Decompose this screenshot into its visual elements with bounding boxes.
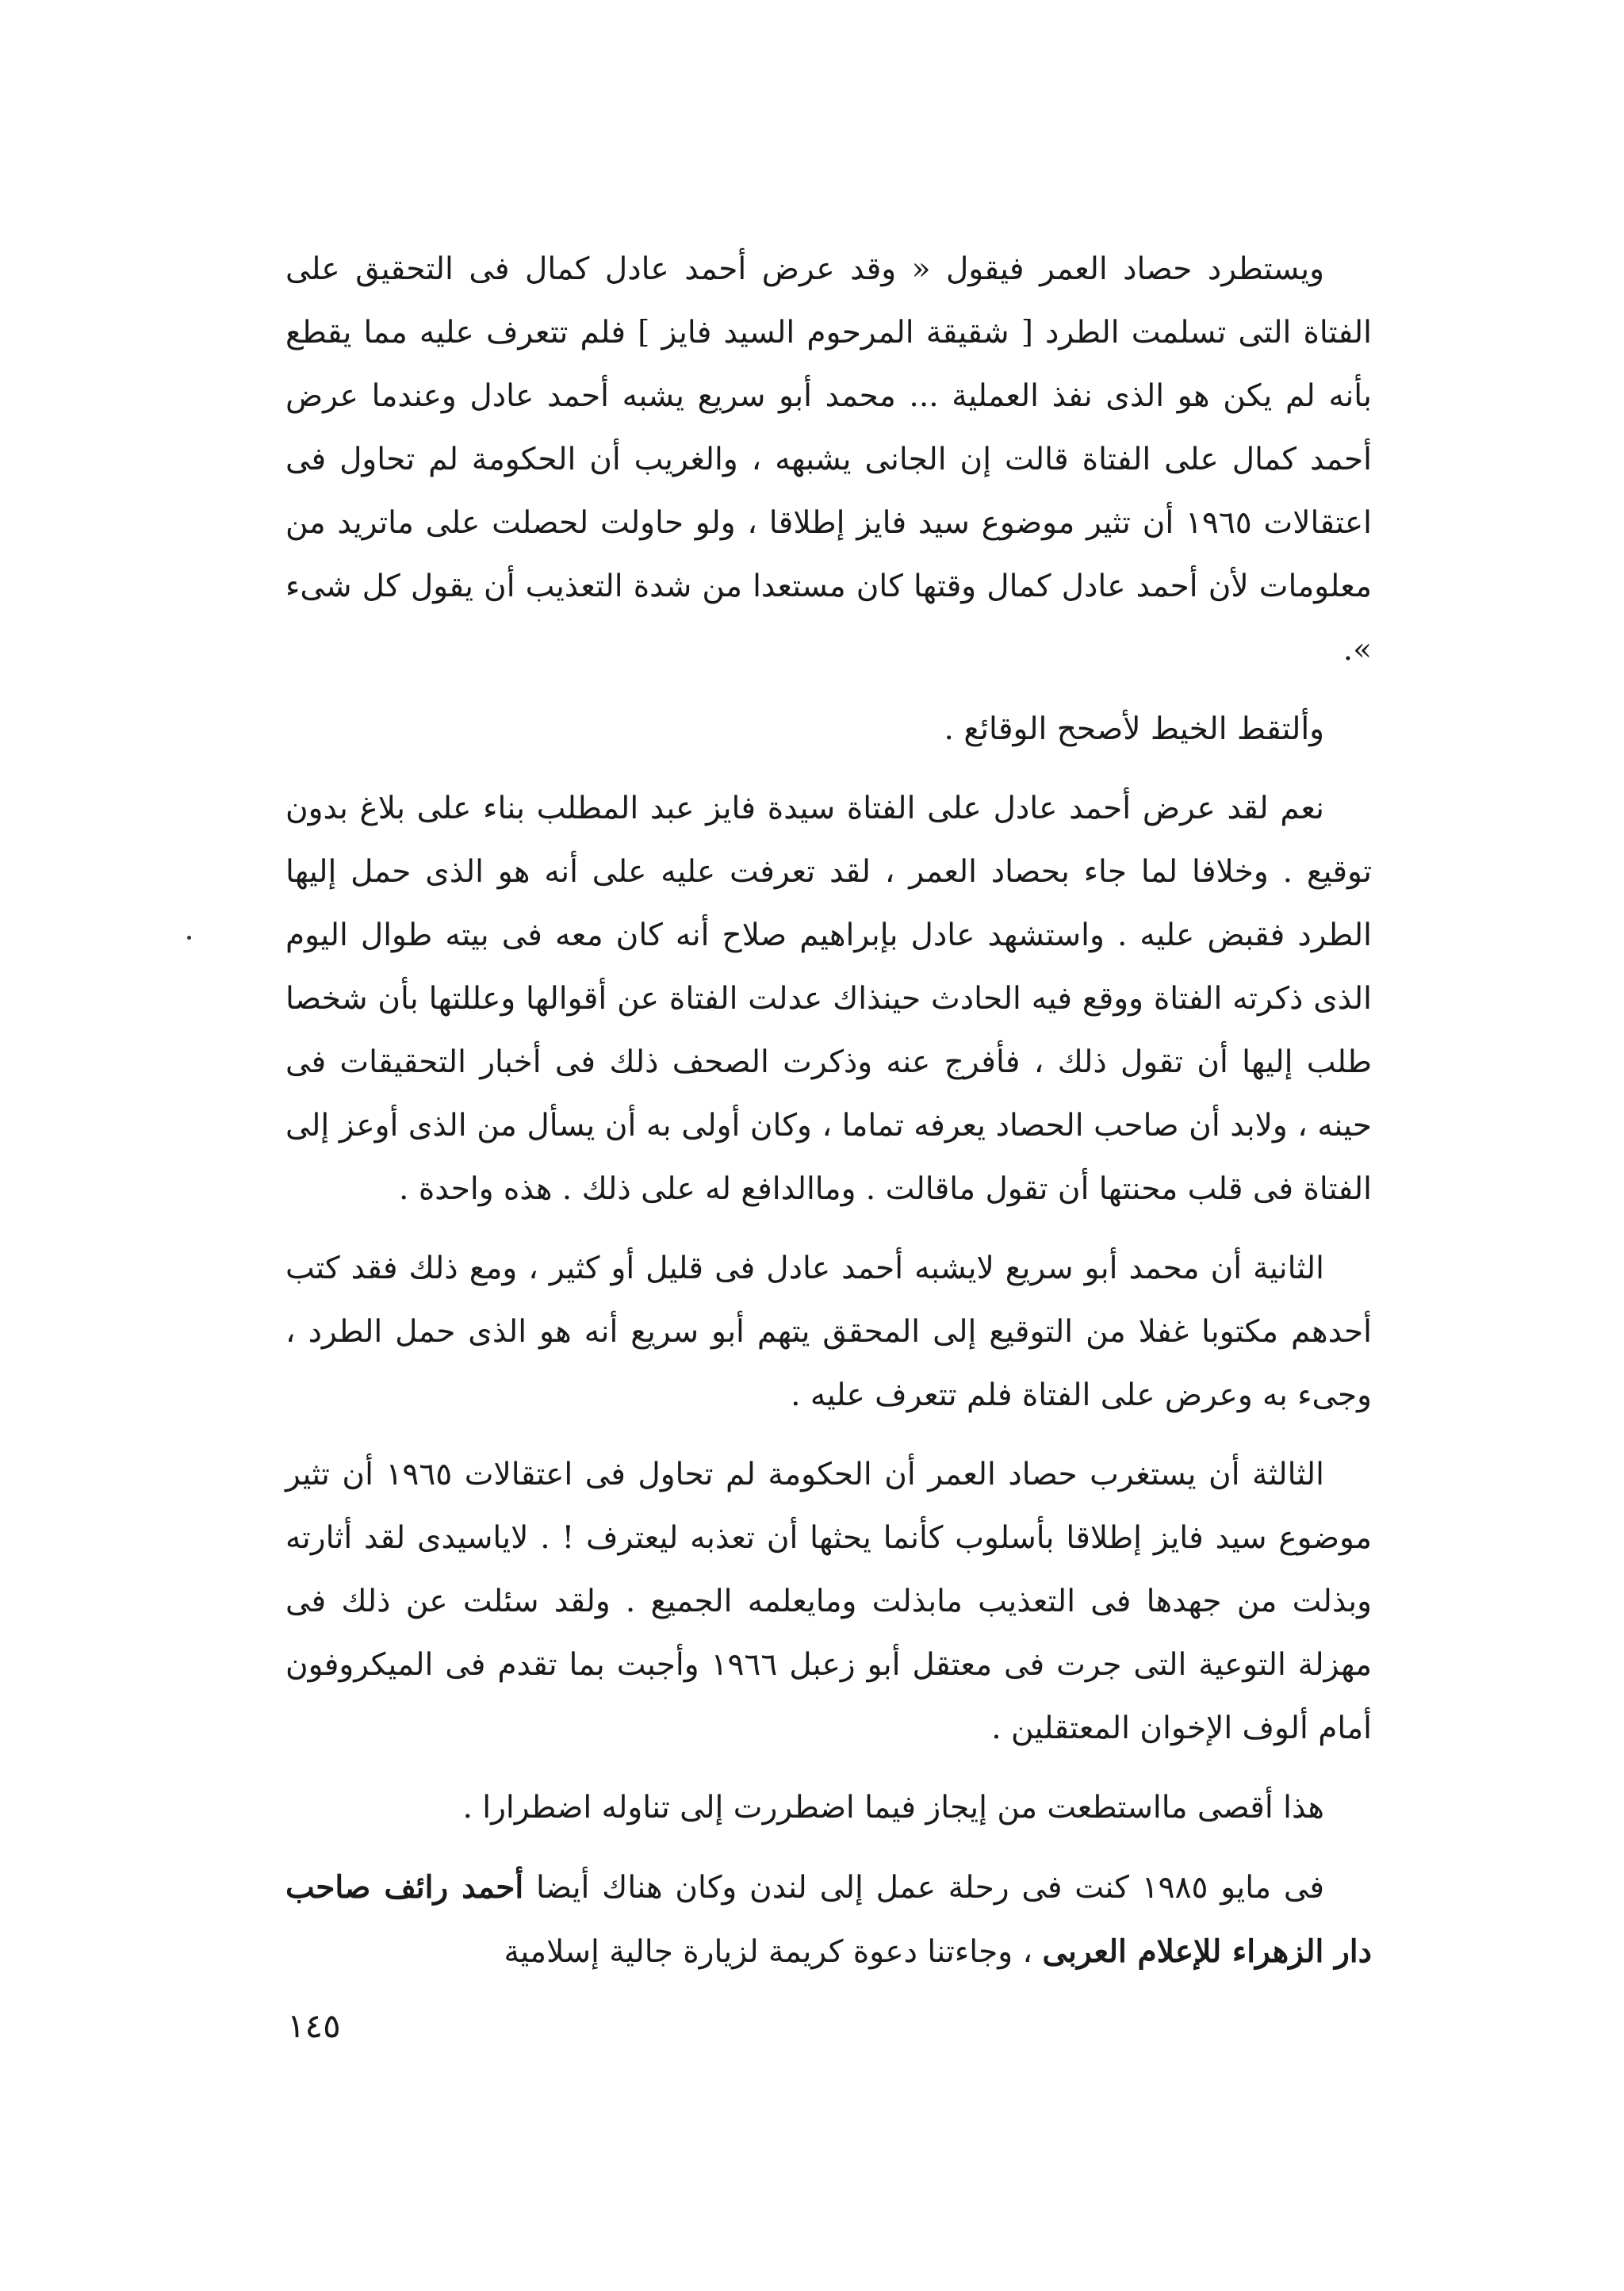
paragraph-6: هذا أقصى مااستطعت من إيجاز فيما اضطررت إلى تناوله اضطرارا . — [462, 1790, 1324, 1826]
body-text — [285, 238, 1372, 2000]
paragraph-7 — [285, 1856, 1372, 1984]
bold-name-publisher: أحمد رائف صاحب دار الزهراء للإعلام العربى — [285, 1869, 1372, 1970]
paragraph-7-start: فى مايو ١٩٨٥ كنت فى رحلة عمل إلى لندن وكان هناك أيضا — [523, 1870, 1324, 1906]
margin-mark — [187, 936, 191, 940]
paragraph-1: ويستطرد حصاد العمر فيقول « وقد عرض أحمد عادل كمال فى التحقيق على الفتاة التى تسلمت الطرد [ شقيقة المرحوم السيد فايز ] فلم تتعرف عليه مما يقطع بأنه لم يكن هو الذى نفذ العملية ... محمد أبو سريع يشبه أحمد عادل وعندما عرض أحمد كمال على الفتاة قالت إن الجانى يشبهه ، والغريب أن الحكومة لم تحاول فى اعتقالات ١٩٦٥ أن تثير موضوع سيد فايز إطلاقا ، ولو حاولت لحصلت على ماتريد من معلومات لأن أحمد عادل كمال وقتها كان مستعدا من شدة التعذيب أن يقول كل شىء ». — [285, 251, 1372, 668]
page-number: ١٤٥ — [287, 2006, 341, 2045]
paragraph-3: نعم لقد عرض أحمد عادل على الفتاة سيدة فايز عبد المطلب بناء على بلاغ بدون توقيع . وخلافا لما جاء بحصاد العمر ، لقد تعرفت عليه على أنه هو الذى حمل إليها الطرد فقبض عليه . واستشهد عادل بإبراهيم صلاح أنه كان معه فى بيته طوال اليوم الذى ذكرته الفتاة ووقع فيه الحادث حينذاك عدلت الفتاة عن أقوالها وعللتها بأن شخصا طلب إليها أن تقول ذلك ، فأفرج عنه وذكرت الصحف ذلك فى أخبار التحقيقات فى حينه ، ولابد أن صاحب الحصاد يعرفه تماما ، وكان أولى به أن يسأل من الذى أوعز إلى الفتاة فى قلب محنتها أن تقول ماقالت . وماالدافع له على ذلك . هذه واحدة . — [285, 791, 1372, 1207]
paragraph-7-end: ، وجاءتنا دعوة كريمة لزيارة جالية إسلامية — [504, 1934, 1043, 1970]
paragraph-4: الثانية أن محمد أبو سريع لايشبه أحمد عادل فى قليل أو كثير ، ومع ذلك فقد كتب أحدهم مكتوبا غفلا من التوقيع إلى المحقق يتهم أبو سريع أنه هو الذى حمل الطرد ، وجىء به وعرض على الفتاة فلم تتعرف عليه . — [285, 1251, 1372, 1413]
paragraph-2: وألتقط الخيط لأصحح الوقائع . — [944, 711, 1324, 747]
paragraph-5: الثالثة أن يستغرب حصاد العمر أن الحكومة لم تحاول فى اعتقالات ١٩٦٥ أن تثير موضوع سيد فايز إطلاقا بأسلوب كأنما يحثها أن تعذبه ليعترف ! . لاياسيدى لقد أثارته وبذلت من جهدها فى التعذيب مابذلت ومايعلمه الجميع . ولقد سئلت عن ذلك فى مهزلة التوعية التى جرت فى معتقل أبو زعبل ١٩٦٦ وأجبت بما تقدم فى الميكروفون أمام ألوف الإخوان المعتقلين . — [285, 1457, 1372, 1746]
